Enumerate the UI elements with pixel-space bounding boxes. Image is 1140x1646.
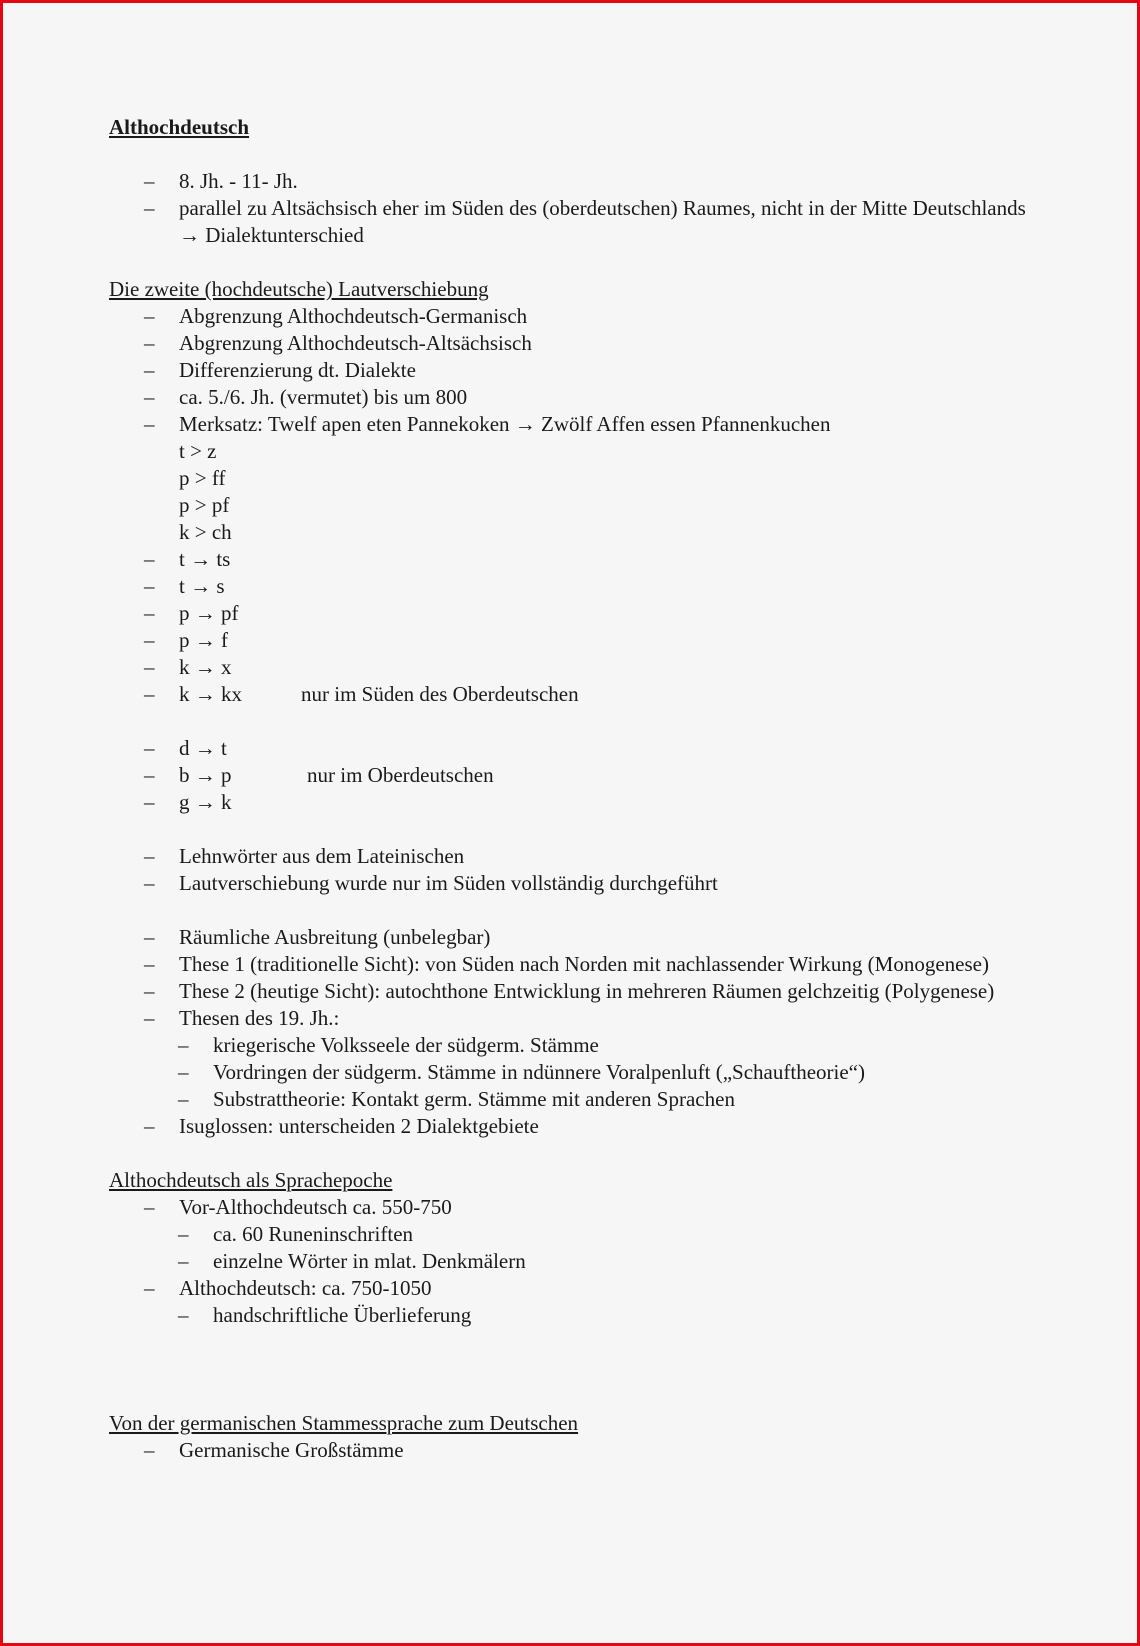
list-item-text: Vordringen der südgerm. Stämme in ndünnere Voralpenluft („Schauftheorie“) <box>213 1060 865 1084</box>
bullet-dash: – <box>144 952 155 976</box>
bullet-dash: – <box>144 574 155 598</box>
list-item <box>109 1113 1039 1140</box>
merksatz-line: p > ff <box>179 466 226 490</box>
list-item <box>109 573 1039 600</box>
bullet-dash: – <box>144 979 155 1003</box>
list-item <box>109 924 1039 951</box>
list-item <box>109 681 1039 708</box>
list-item <box>109 195 1039 249</box>
list-item-text: Abgrenzung Althochdeutsch-Altsächsisch <box>179 331 532 355</box>
list-item <box>109 168 1039 195</box>
list-item <box>109 1437 1039 1464</box>
merksatz-line: p > pf <box>179 493 230 517</box>
list-item-text: ca. 60 Runeninschriften <box>213 1222 414 1246</box>
sub-list-item <box>109 1248 1039 1275</box>
bullet-dash: – <box>144 547 155 571</box>
list-item-text: 8. Jh. - 11- Jh. <box>179 169 298 193</box>
list-item-text: Vor-Althochdeutsch ca. 550-750 <box>179 1195 452 1219</box>
list-item <box>109 384 1039 411</box>
list-item <box>109 762 1039 789</box>
list-item-text: Lehnwörter aus dem Lateinischen <box>179 844 465 868</box>
sub-list-item <box>109 1086 1039 1113</box>
merksatz-line: k > ch <box>179 520 232 544</box>
bullet-dash: – <box>178 1249 189 1273</box>
bullet-dash: – <box>144 331 155 355</box>
bullet-dash: – <box>144 1276 155 1300</box>
list-item-text: parallel zu Altsächsisch eher im Süden des (oberdeutschen) Raumes, nicht in der Mitte Deutschlands → Dialektunterschied <box>179 196 1026 247</box>
list-item-text: ca. 5./6. Jh. (vermutet) bis um 800 <box>179 385 468 409</box>
list-item-text: Differenzierung dt. Dialekte <box>179 358 416 382</box>
list-item-text: Thesen des 19. Jh.: <box>179 1006 340 1030</box>
list-item <box>109 1194 1039 1221</box>
sub-list-item <box>109 1059 1039 1086</box>
bullet-dash: – <box>144 1195 155 1219</box>
list-item-text: p → f <box>179 628 228 652</box>
bullet-dash: – <box>144 1438 155 1462</box>
list-item-text: These 1 (traditionelle Sicht): von Süden nach Norden mit nachlassender Wirkung (Monogenese) <box>179 952 989 976</box>
list-item-text: t → ts <box>179 547 231 571</box>
list-item <box>109 654 1039 681</box>
bullet-dash: – <box>178 1033 189 1057</box>
list-item <box>109 330 1039 357</box>
bullet-dash: – <box>144 925 155 949</box>
list-item <box>109 978 1039 1005</box>
list-item-text: Substrattheorie: Kontakt germ. Stämme mit anderen Sprachen <box>213 1087 735 1111</box>
list-item <box>109 1275 1039 1302</box>
list-item <box>109 411 1039 438</box>
list-item <box>109 843 1039 870</box>
list-item-text: kriegerische Volksseele der südgerm. Stämme <box>213 1033 599 1057</box>
bullet-dash: – <box>144 655 155 679</box>
list-item-text: Lautverschiebung wurde nur im Süden vollständig durchgeführt <box>179 871 718 895</box>
list-item-text: t → s <box>179 574 225 598</box>
bullet-dash: – <box>144 304 155 328</box>
bullet-dash: – <box>178 1060 189 1084</box>
list-item-text: b → p <box>179 763 232 787</box>
list-item <box>109 735 1039 762</box>
list-item-text: handschriftliche Überlieferung <box>213 1303 472 1327</box>
list-item-text: einzelne Wörter in mlat. Denkmälern <box>213 1249 526 1273</box>
list-item <box>109 627 1039 654</box>
list-item-text: Räumliche Ausbreitung (unbelegbar) <box>179 925 491 949</box>
sub-list-item <box>109 1221 1039 1248</box>
bullet-dash: – <box>144 196 155 220</box>
list-item <box>109 789 1039 816</box>
bullet-dash: – <box>144 385 155 409</box>
bullet-dash: – <box>144 790 155 814</box>
list-item <box>109 951 1039 978</box>
bullet-dash: – <box>144 1114 155 1138</box>
document-title: Althochdeutsch <box>109 115 250 139</box>
bullet-dash: – <box>144 412 155 436</box>
list-item <box>109 303 1039 330</box>
list-item <box>109 1005 1039 1032</box>
bullet-dash: – <box>144 682 155 706</box>
list-item-text: Merksatz: Twelf apen eten Pannekoken → Zwölf Affen essen Pfannenkuchen <box>179 412 831 436</box>
list-item-text: k → x <box>179 655 232 679</box>
document-content <box>109 114 1039 1464</box>
list-item-text: Isuglossen: unterscheiden 2 Dialektgebiete <box>179 1114 539 1138</box>
bullet-dash: – <box>144 844 155 868</box>
list-item-text: Germanische Großstämme <box>179 1438 404 1462</box>
sub-list-item <box>109 1032 1039 1059</box>
merksatz-line: t > z <box>179 439 217 463</box>
shift-note: nur im Süden des Oberdeutschen <box>301 682 579 706</box>
section-heading: Von der germanischen Stammessprache zum Deutschen <box>109 1411 579 1435</box>
bullet-dash: – <box>144 736 155 760</box>
list-item-text: These 2 (heutige Sicht): autochthone Entwicklung in mehreren Räumen gelchzeitig (Polygenese) <box>179 979 995 1003</box>
section-heading: Die zweite (hochdeutsche) Lautverschiebung <box>109 277 489 301</box>
list-item-text: k → kx <box>179 682 242 706</box>
bullet-dash: – <box>144 169 155 193</box>
shift-note: nur im Oberdeutschen <box>307 763 494 787</box>
bullet-dash: – <box>144 763 155 787</box>
list-item <box>109 600 1039 627</box>
list-item-text: Althochdeutsch: ca. 750-1050 <box>179 1276 432 1300</box>
list-item <box>109 870 1039 897</box>
bullet-dash: – <box>144 871 155 895</box>
list-item-text: g → k <box>179 790 232 814</box>
list-item-text: Abgrenzung Althochdeutsch-Germanisch <box>179 304 528 328</box>
bullet-dash: – <box>144 601 155 625</box>
list-item-text: p → pf <box>179 601 239 625</box>
list-item-text: d → t <box>179 736 227 760</box>
bullet-dash: – <box>144 358 155 382</box>
list-item <box>109 357 1039 384</box>
bullet-dash: – <box>144 1006 155 1030</box>
list-item <box>109 546 1039 573</box>
bullet-dash: – <box>178 1222 189 1246</box>
sub-list-item <box>109 1302 1039 1329</box>
bullet-dash: – <box>178 1303 189 1327</box>
bullet-dash: – <box>144 628 155 652</box>
bullet-dash: – <box>178 1087 189 1111</box>
section-heading: Althochdeutsch als Sprachepoche <box>109 1168 393 1192</box>
